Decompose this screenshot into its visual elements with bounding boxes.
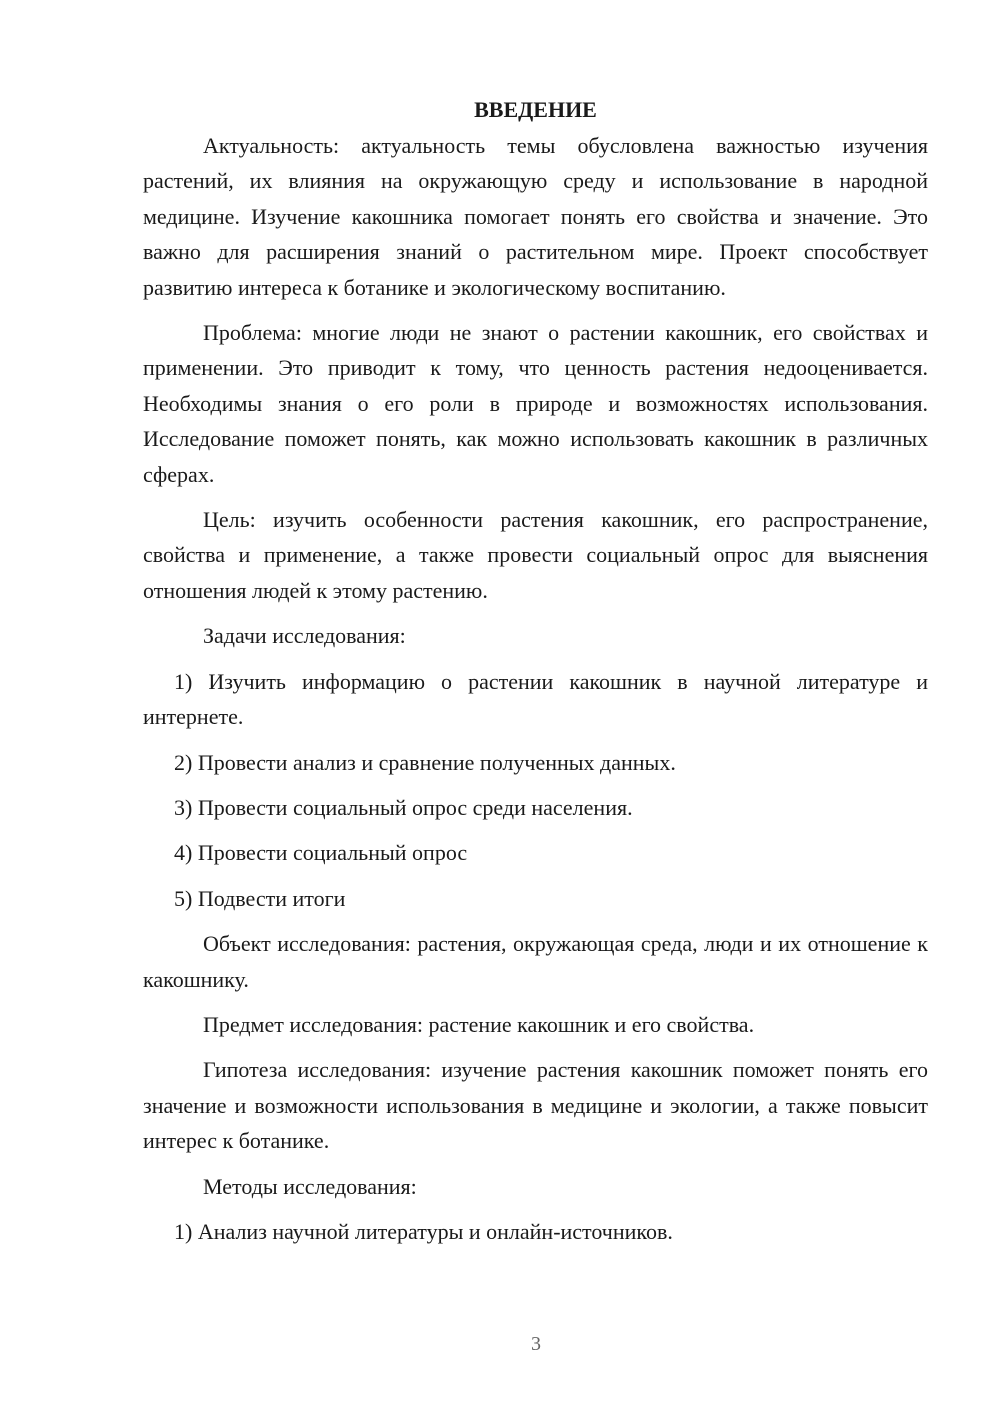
goal-paragraph: Цель: изучить особенности растения какошник, его распространение, свойства и применение, а также провести социальный опрос для выяснения отношения людей к этому растению. — [143, 507, 928, 603]
tasks-heading: Задачи исследования: — [203, 623, 406, 649]
task-item-3: 3) Провести социальный опрос среди населения. — [174, 794, 633, 820]
page-number: 3 — [531, 1333, 541, 1355]
subject-paragraph: Предмет исследования: растение какошник и его свойства. — [203, 1011, 755, 1037]
relevance-paragraph: Актуальность: актуальность темы обусловлена важностью изучения растений, их влияния на окружающую среду и использование в народной медицине. Изучение какошника помогает понять его свойства и значение. Это важно для расширения знаний о растительном мире. Проект способствует развитию интереса к ботанике и экологическому воспитанию. — [143, 133, 928, 300]
task-item-2: 2) Провести анализ и сравнение полученных данных. — [174, 749, 676, 775]
task-item-4: 4) Провести социальный опрос — [174, 840, 468, 866]
methods-heading: Методы исследования: — [203, 1173, 417, 1199]
problem-paragraph: Проблема: многие люди не знают о растении какошник, его свойствах и применении. Это приводит к тому, что ценность растения недооценивается. Необходимы знания о его роли в природе и возможностях использования. Исследование поможет понять, как можно использовать какошник в различных сферах. — [143, 320, 928, 487]
method-item-1: 1) Анализ научной литературы и онлайн-источников. — [174, 1218, 673, 1244]
page-content — [143, 92, 928, 1249]
task-item-5: 5) Подвести итоги — [174, 885, 346, 911]
section-title: ВВЕДЕНИЕ — [474, 97, 597, 122]
object-paragraph: Объект исследования: растения, окружающая среда, люди и их отношение к какошнику. — [143, 931, 928, 992]
task-item-1: 1) Изучить информацию о растении какошник в научной литературе и интернете. — [143, 668, 928, 730]
hypothesis-paragraph: Гипотеза исследования: изучение растения какошник поможет понять его значение и возможности использования в медицине и экологии, а также повысит интерес к ботанике. — [143, 1057, 928, 1154]
